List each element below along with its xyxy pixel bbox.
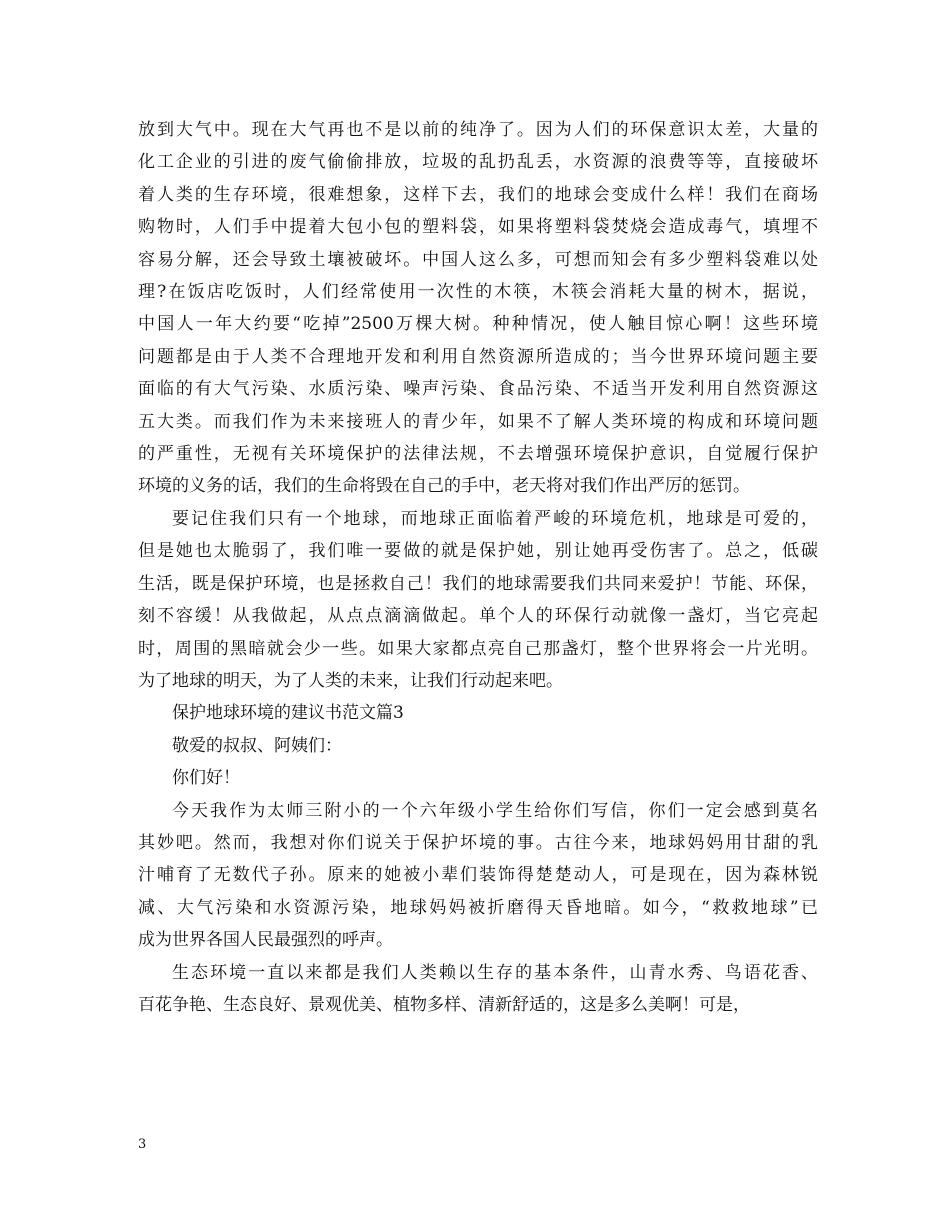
text-line: 成为世界各国人民最强烈的呼声。 (138, 930, 393, 951)
text-line: 着人类的生存环境，很难想象，这样下去，我们的地球会变成什么样！我们在商场 (138, 184, 818, 205)
text-line: 五大类。而我们作为未来接班人的青少年，如果不了解人类环境的构成和环境问题 (138, 411, 818, 432)
text-line: 为了地球的明天，为了人类的未来，让我们行动起来吧。 (138, 670, 563, 691)
paragraph (138, 957, 818, 1022)
text-line: 其妙吧。然而，我想对你们说关于保护坏境的事。古往今来，地球妈妈用甘甜的乳 (138, 832, 818, 853)
text-line: 面临的有大气污染、水质污染、噪声污染、食品污染、不适当开发利用自然资源这 (138, 379, 818, 400)
page-number: 3 (138, 1137, 147, 1152)
text-line: 问题都是由于人类不合理地开发和利用自然资源所造成的；当今世界环境问题主要 (138, 346, 818, 367)
body-text-part-1 (138, 114, 818, 697)
text-line: 生态环境一直以来都是我们人类赖以生存的基本条件，山青水秀、鸟语花香、 (172, 962, 818, 983)
paragraph (138, 503, 818, 697)
document-body (138, 114, 818, 1021)
text-line: 容易分解，还会导致土壤被破坏。中国人这么多，可想而知会有多少塑料袋难以处 (138, 249, 818, 270)
text-line: 要记住我们只有一个地球，而地球正面临着严峻的环境危机，地球是可爱的， (172, 508, 818, 529)
greeting: 你们好！ (172, 768, 240, 789)
paragraph (138, 795, 818, 957)
text-line: 的严重性，无视有关环境保护的法律法规，不去增强环境保护意识，自觉履行保护 (138, 444, 818, 465)
text-line: 刻不容缓！从我做起，从点点滴滴做起。单个人的环保行动就像一盏灯，当它亮起 (138, 606, 818, 627)
paragraph (138, 114, 818, 503)
text-line: 汁哺育了无数代子孙。原来的她被小辈们装饰得楚楚动人，可是现在，因为森林锐 (138, 865, 818, 886)
text-line: 生活，既是保护环境，也是拯救自己！我们的地球需要我们共同来爱护！节能、环保， (138, 573, 818, 594)
salutation: 敬爱的叔叔、阿姨们： (172, 735, 342, 756)
text-line: 环境的义务的话，我们的生命将毁在自己的手中，老天将对我们作出严厉的惩罚。 (138, 476, 750, 497)
text-line: 放到大气中。现在大气再也不是以前的纯净了。因为人们的环保意识太差，大量的 (138, 120, 818, 140)
body-text-part-2 (138, 795, 818, 1022)
text-line: 中国人一年大约要“吃掉”2500万棵大树。种种情况，使人触目惊心啊！这些环境 (138, 314, 818, 335)
text-line: 减、大气污染和水资源污染，地球妈妈被折磨得天昏地暗。如今，“救救地球”已 (138, 897, 818, 918)
text-line: 今天我作为太师三附小的一个六年级小学生给你们写信，你们一定会感到莫名 (172, 800, 818, 821)
section-title: 保护地球环境的建议书范文篇3 (172, 703, 404, 724)
text-line: 购物时，人们手中提着大包小包的塑料袋，如果将塑料袋焚烧会造成毒气，填埋不 (138, 217, 818, 238)
text-line: 时，周围的黑暗就会少一些。如果大家都点亮自己那盏灯，整个世界将会一片光明。 (138, 638, 818, 659)
text-line: 理?在饭店吃饭时，人们经常使用一次性的木筷，木筷会消耗大量的树木，据说， (138, 282, 818, 303)
text-line: 但是她也太脆弱了，我们唯一要做的就是保护她，别让她再受伤害了。总之，低碳 (138, 541, 818, 562)
text-line: 化工企业的引进的废气偷偷排放，垃圾的乱扔乱丢，水资源的浪费等等，直接破坏 (138, 152, 818, 173)
text-line: 百花争艳、生态良好、景观优美、植物多样、清新舒适的，这是多么美啊！可是， (138, 994, 750, 1015)
